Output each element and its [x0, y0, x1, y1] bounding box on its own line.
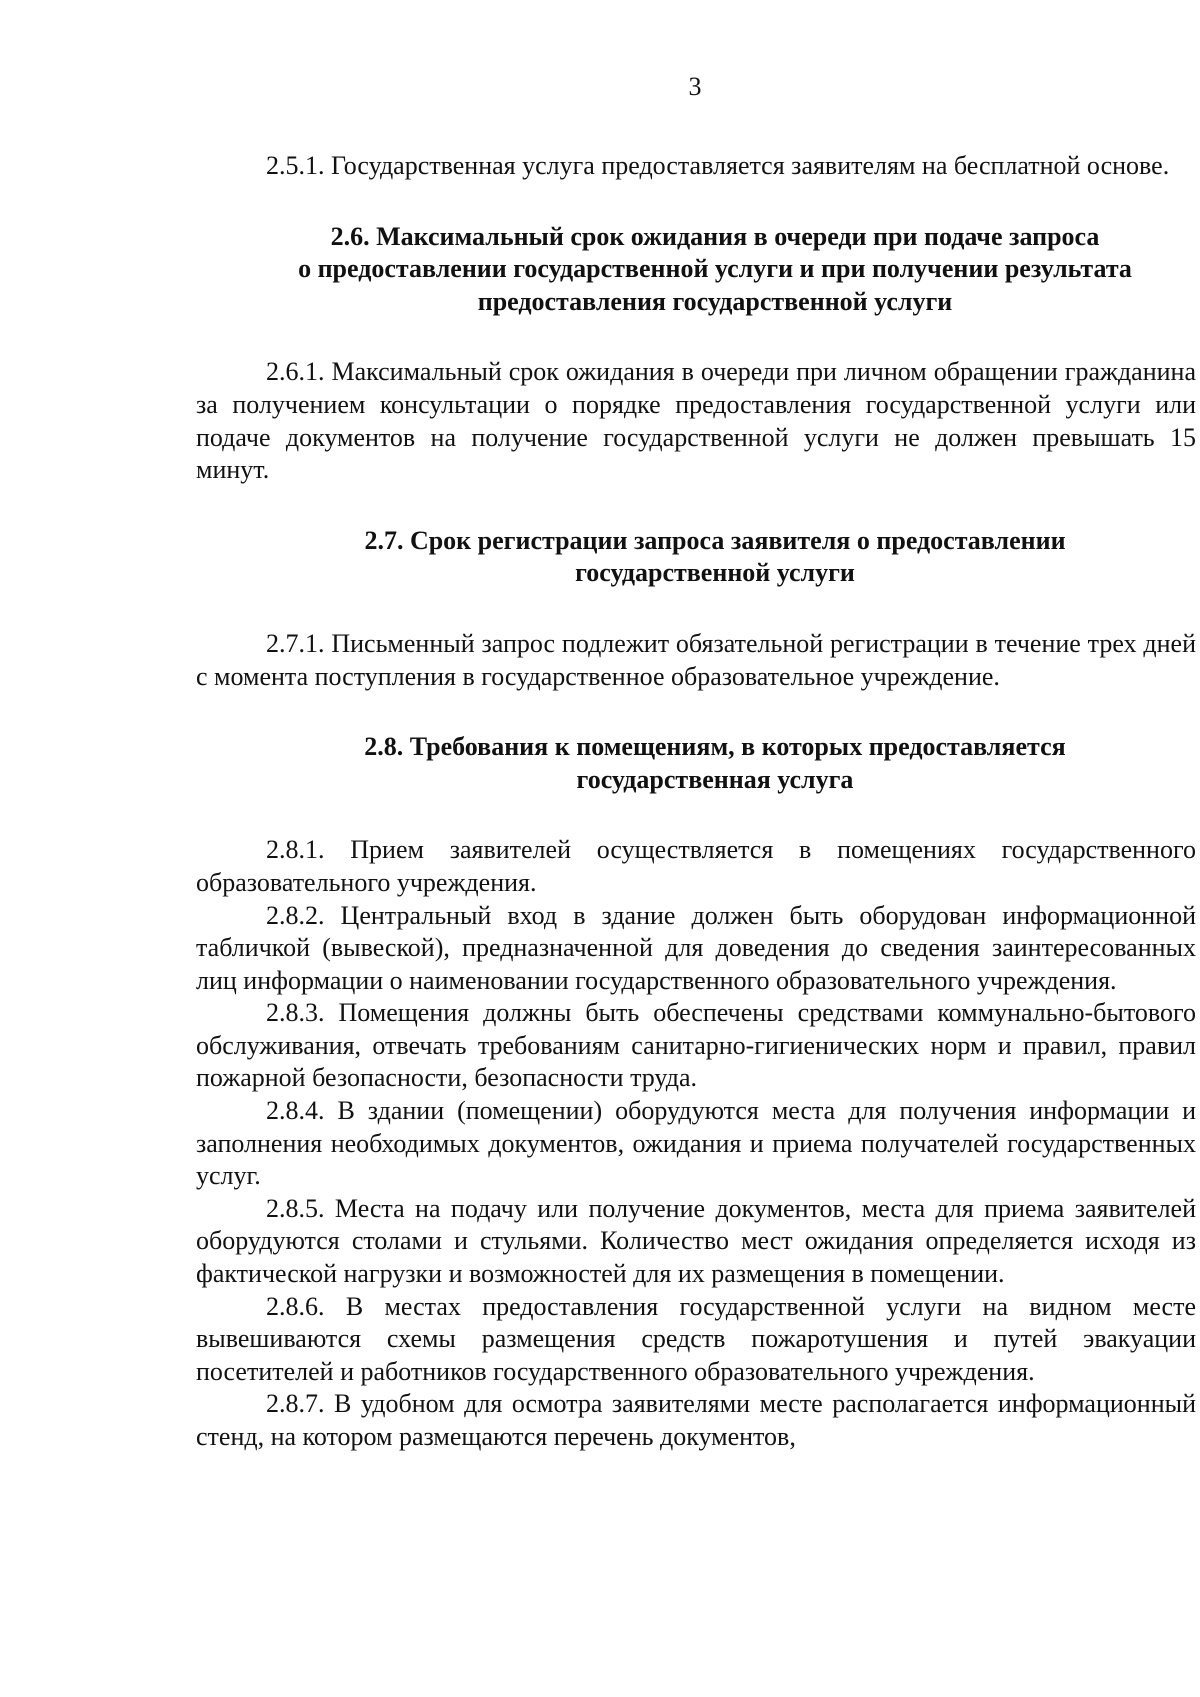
- spacer: [196, 318, 1196, 356]
- paragraph-2-5-1: 2.5.1. Государственная услуга предоставляется заявителям на бесплатной основе.: [266, 151, 1170, 180]
- paragraph-2-8-7: 2.8.7. В удобном для осмотра заявителями месте располагается информационный стенд, на котором размещаются перечень документов,: [196, 1389, 1196, 1451]
- heading-2-6-line-1: 2.6. Максимальный срок ожидания в очереди при подаче запроса: [330, 221, 1100, 251]
- document-body: [196, 150, 1196, 1454]
- paragraph-2-8-3: 2.8.3. Помещения должны быть обеспечены средствами коммунально-бытового обслуживания, отвечать требованиям санитарно-гигиенических норм и правил, правил пожарной безопасности, безопасности труда.: [196, 998, 1196, 1093]
- paragraph-2-8-2: 2.8.2. Центральный вход в здание должен быть оборудован информационной табличкой (вывеской), предназначенной для доведения до сведения заинтересованных лиц информации о наименовании государственного образовательного учреждения.: [196, 900, 1196, 995]
- spacer: [196, 590, 1196, 628]
- paragraph-2-6-1: 2.6.1. Максимальный срок ожидания в очереди при личном обращении гражданина за получением консультации о порядке предоставления государственной услуги или подаче документов на получение государственной услуги не должен превышать 15 минут.: [196, 357, 1196, 485]
- paragraph-2-8-1: 2.8.1. Прием заявителей осуществляется в помещениях государственного образовательного учреждения.: [196, 835, 1196, 897]
- spacer: [196, 693, 1196, 731]
- spacer: [196, 487, 1196, 525]
- paragraph-2-8-5: 2.8.5. Места на подачу или получение документов, места для приема заявителей оборудуются столами и стульями. Количество мест ожидания определяется исходя из фактической нагрузки и возможностей для их размещения в помещении.: [196, 1193, 1196, 1289]
- heading-2-7-line-2: государственной услуги: [575, 558, 855, 588]
- spacer: [196, 796, 1196, 834]
- paragraph-2-8-4: 2.8.4. В здании (помещении) оборудуются места для получения информации и заполнения необходимых документов, ожидания и приема получателей государственных услуг.: [196, 1096, 1196, 1191]
- paragraph-2-8-6: 2.8.6. В местах предоставления государственной услуги на видном месте вывешиваются схемы размещения средств пожаротушения и путей эвакуации посетителей и работников государственного образовательного учреждения.: [196, 1291, 1196, 1386]
- spacer: [196, 183, 1196, 221]
- paragraph-2-7-1: 2.7.1. Письменный запрос подлежит обязательной регистрации в течение трех дней с момента поступления в государственное образовательное учреждение.: [196, 628, 1196, 691]
- heading-2-8-line-2: государственная услуга: [576, 764, 854, 794]
- heading-2-8-line-1: 2.8. Требования к помещениям, в которых предоставляется: [364, 732, 1066, 762]
- page-number: 3: [688, 72, 702, 101]
- heading-2-6-line-3: предоставления государственной услуги: [477, 286, 953, 316]
- heading-2-7-line-1: 2.7. Срок регистрации запроса заявителя о предоставлении: [364, 525, 1066, 555]
- heading-2-6-line-2: о предоставлении государственной услуги и при получении результата: [298, 254, 1132, 284]
